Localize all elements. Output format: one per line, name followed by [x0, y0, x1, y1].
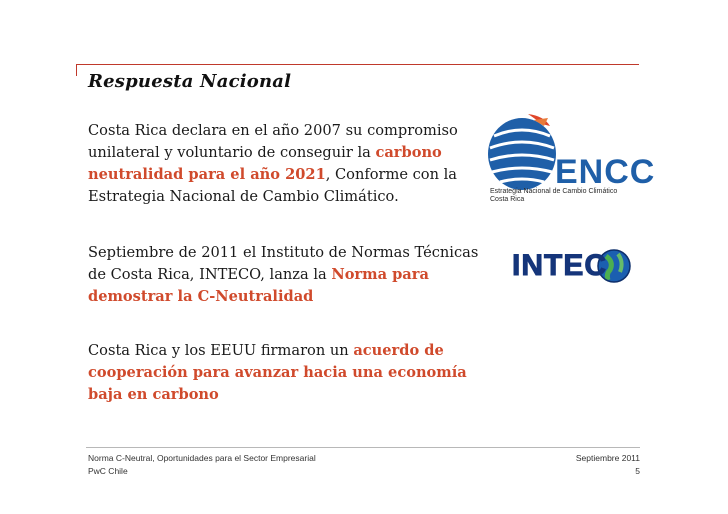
encc-wordmark: ENCC — [555, 153, 656, 191]
encc-globe-icon — [488, 114, 556, 190]
encc-subtitle — [490, 188, 617, 204]
footer-right — [576, 452, 640, 478]
footer-rule — [86, 447, 640, 448]
p2-highlight: Norma para demostrar la C-Neutralidad — [88, 266, 429, 305]
p3-text-a: Costa Rica y los EEUU firmaron un — [88, 342, 354, 359]
footer-company: PwC Chile — [88, 466, 128, 476]
encc-subtitle-line2: Costa Rica — [490, 196, 525, 203]
p3-highlight: acuerdo de cooperación para avanzar hacia una economía baja en carbono — [88, 342, 467, 403]
slide-title: Respuesta Nacional — [88, 71, 292, 92]
p2-text-a: Septiembre de 2011 el Instituto de Normas Técnicas de Costa Rica, INTECO, lanza la — [88, 244, 479, 283]
paragraph-us-agreement — [88, 340, 488, 406]
footer-left — [88, 452, 316, 478]
footer-title: Norma C-Neutral, Oportunidades para el Sector Empresarial — [88, 453, 316, 463]
p1-text-a: Costa Rica declara en el año 2007 su compromiso unilateral y voluntario de conseguir la — [88, 122, 458, 161]
page-number: 5 — [635, 466, 640, 476]
encc-subtitle-line1: Estrategia Nacional de Cambio Climático — [490, 188, 618, 195]
paragraph-carbon-neutrality — [88, 120, 488, 208]
paragraph-inteco-norm — [88, 242, 488, 308]
top-rule — [76, 64, 639, 65]
inteco-wordmark: INTEC — [512, 249, 607, 282]
p1-text-b: , Conforme con la Estrategia Nacional de Cambio Climático. — [88, 166, 457, 205]
footer-date: Septiembre 2011 — [575, 453, 640, 463]
left-tick — [76, 64, 77, 76]
p1-highlight: carbono neutralidad para el año 2021 — [88, 144, 442, 183]
